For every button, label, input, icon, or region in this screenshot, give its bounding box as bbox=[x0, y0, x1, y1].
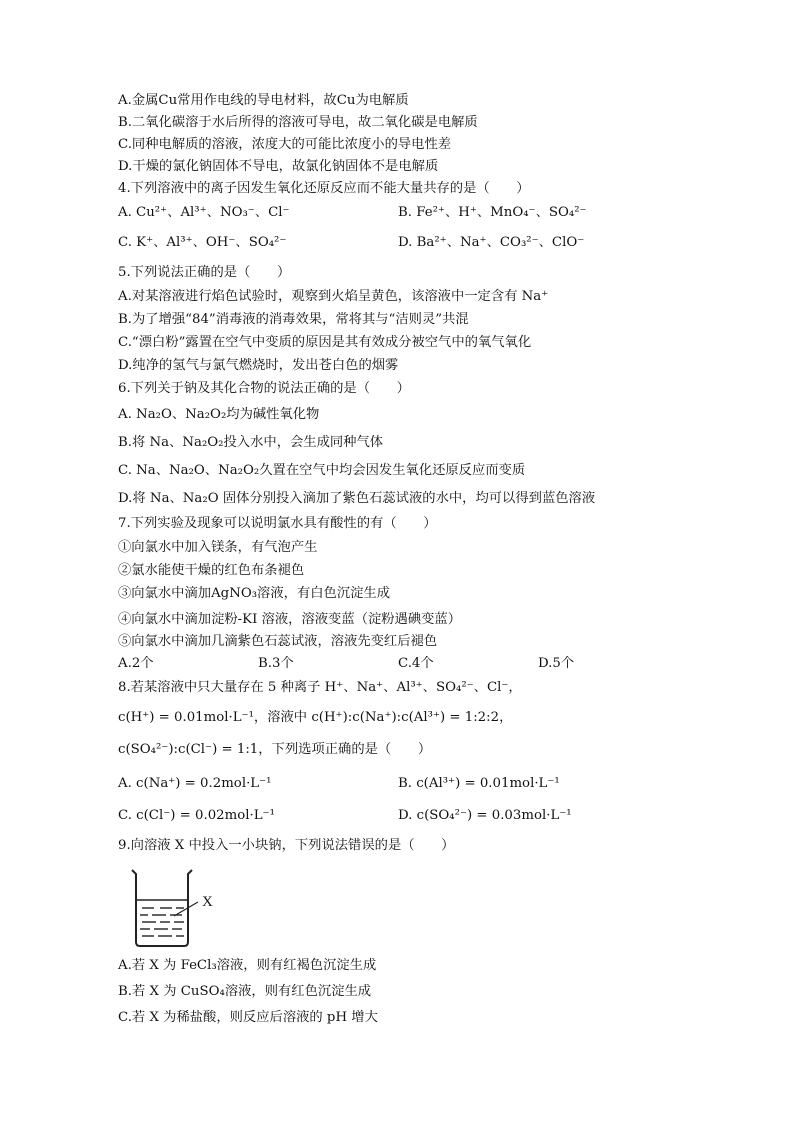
beaker-label: X bbox=[202, 894, 213, 910]
q4-option-a: A. Cu²⁺、Al³⁺、NO₃⁻、Cl⁻ bbox=[118, 205, 290, 220]
q6-option-a: A. Na₂O、Na₂O₂均为碱性氧化物 bbox=[118, 407, 320, 422]
q9-option-c: C.若 X 为稀盐酸，则反应后溶液的 pH 增大 bbox=[118, 1010, 378, 1025]
q5-option-c: C.“漂白粉”露置在空气中变质的原因是其有效成分被空气中的氧气氧化 bbox=[118, 335, 532, 350]
q6-option-d: D.将 Na、Na₂O 固体分别投入滴加了紫色石蕊试液的水中，均可以得到蓝色溶液 bbox=[118, 491, 596, 506]
q5-option-b: B.为了增强“84”消毒液的消毒效果，常将其与“洁则灵”共混 bbox=[118, 312, 469, 327]
q6-option-b: B.将 Na、Na₂O₂投入水中，会生成同种气体 bbox=[118, 435, 384, 450]
q7-item-2: ②氯水能使干燥的红色布条褪色 bbox=[118, 563, 305, 578]
q4-option-d: D. Ba²⁺、Na⁺、CO₃²⁻、ClO⁻ bbox=[398, 235, 585, 250]
q7-item-3: ③向氯水中滴加AgNO₃溶液，有白色沉淀生成 bbox=[118, 586, 391, 601]
q8-option-c: C. c(Cl⁻) = 0.02mol·L⁻¹ bbox=[118, 808, 275, 823]
q7-stem: 7.下列实验及现象可以说明氯水具有酸性的有（ ） bbox=[118, 516, 437, 531]
q8-line-1: 8.若某溶液中只大量存在 5 种离子 H⁺、Na⁺、Al³⁺、SO₄²⁻、Cl⁻， bbox=[118, 680, 522, 695]
q3-option-c: C.同种电解质的溶液，浓度大的可能比浓度小的导电性差 bbox=[118, 137, 452, 152]
q5-option-d: D.纯净的氢气与氯气燃烧时，发出苍白色的烟雾 bbox=[118, 358, 399, 373]
q5-option-a: A.对某溶液进行焰色试验时，观察到火焰呈黄色，该溶液中一定含有 Na⁺ bbox=[118, 289, 549, 304]
question-7 bbox=[118, 516, 638, 680]
q9-option-a: A.若 X 为 FeCl₃溶液，则有红褐色沉淀生成 bbox=[118, 958, 377, 973]
q3-option-d: D.干燥的氯化钠固体不导电，故氯化钠固体不是电解质 bbox=[118, 159, 439, 174]
q7-item-1: ①向氯水中加入镁条，有气泡产生 bbox=[118, 540, 318, 555]
q7-option-b: B.3个 bbox=[258, 656, 294, 671]
q9-stem: 9.向溶液 X 中投入一小块钠，下列说法错误的是（ ） bbox=[118, 838, 455, 853]
q3-options bbox=[118, 93, 638, 181]
beaker-icon bbox=[126, 866, 236, 950]
question-4 bbox=[118, 181, 638, 265]
question-page bbox=[118, 93, 638, 1036]
q8-line-2: c(H⁺) = 0.01mol·L⁻¹，溶液中 c(H⁺):c(Na⁺):c(Al³⁺) = 1:2:2， bbox=[118, 710, 513, 725]
question-5 bbox=[118, 265, 638, 381]
question-9 bbox=[118, 838, 638, 1036]
q8-option-d: D. c(SO₄²⁻) = 0.03mol·L⁻¹ bbox=[398, 808, 572, 823]
q4-option-b: B. Fe²⁺、H⁺、MnO₄⁻、SO₄²⁻ bbox=[398, 205, 587, 220]
q7-option-a: A.2个 bbox=[118, 656, 154, 671]
q4-stem: 4.下列溶液中的离子因发生氧化还原反应而不能大量共存的是（ ） bbox=[118, 181, 530, 196]
q7-option-c: C.4个 bbox=[398, 656, 434, 671]
q8-line-3: c(SO₄²⁻):c(Cl⁻) = 1:1，下列选项正确的是（ ） bbox=[118, 742, 432, 757]
question-6 bbox=[118, 381, 638, 516]
q8-option-b: B. c(Al³⁺) = 0.01mol·L⁻¹ bbox=[398, 776, 560, 791]
q4-option-c: C. K⁺、Al³⁺、OH⁻、SO₄²⁻ bbox=[118, 235, 287, 250]
q5-stem: 5.下列说法正确的是（ ） bbox=[118, 265, 291, 280]
q6-option-c: C. Na、Na₂O、Na₂O₂久置在空气中均会因发生氧化还原反应而变质 bbox=[118, 463, 526, 478]
q6-stem: 6.下列关于钠及其化合物的说法正确的是（ ） bbox=[118, 381, 410, 396]
q8-option-a: A. c(Na⁺) = 0.2mol·L⁻¹ bbox=[118, 776, 272, 791]
q7-item-5: ⑤向氯水中滴加几滴紫色石蕊试液，溶液先变红后褪色 bbox=[118, 634, 438, 649]
q3-option-a: A.金属Cu常用作电线的导电材料，故Cu为电解质 bbox=[118, 93, 409, 108]
q3-option-b: B.二氧化碳溶于水后所得的溶液可导电，故二氧化碳是电解质 bbox=[118, 115, 478, 130]
q9-option-b: B.若 X 为 CuSO₄溶液，则有红色沉淀生成 bbox=[118, 984, 372, 999]
beaker-figure bbox=[126, 866, 638, 954]
q7-item-4: ④向氯水中滴加淀粉-KI 溶液，溶液变蓝（淀粉遇碘变蓝） bbox=[118, 612, 462, 627]
q7-option-d: D.5个 bbox=[538, 656, 575, 671]
question-8 bbox=[118, 680, 638, 838]
